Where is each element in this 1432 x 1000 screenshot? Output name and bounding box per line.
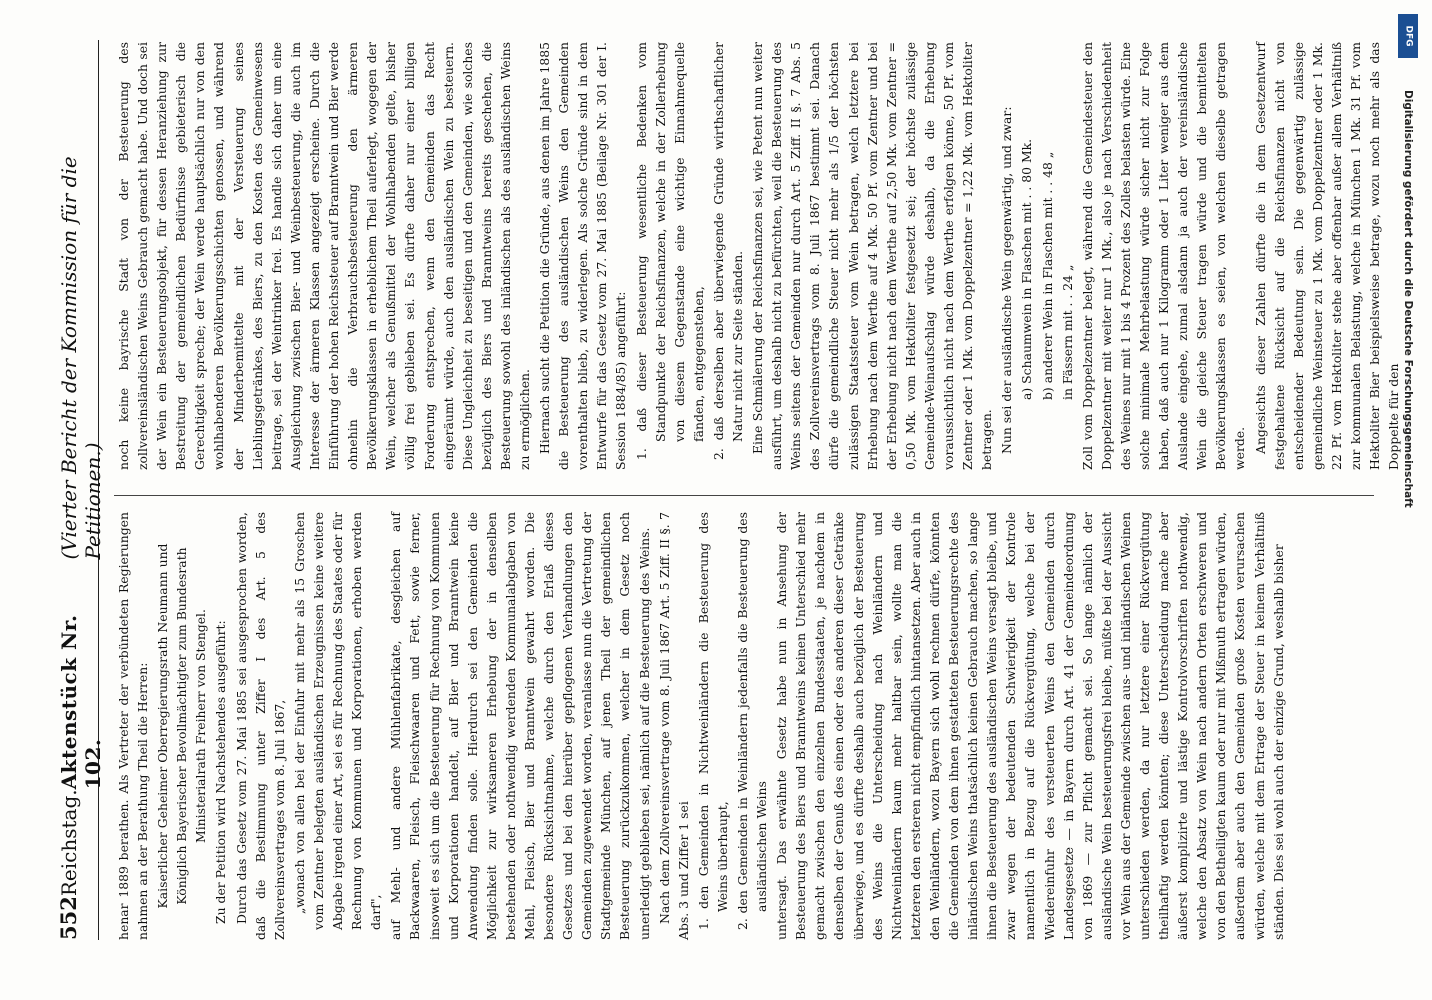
paragraph: Kaiserlicher Geheimer Oberregierungsrath Neumann und Königlich Bayerischer Bevollmächtigter zum Bundesrath Ministerialrath Freiherr von Stengel. (155, 543, 209, 909)
column-divider (114, 495, 1374, 496)
header-left: Reichstag. (57, 789, 81, 897)
page-header (56, 40, 105, 940)
paragraph: Hiernach sucht die Petition die Gründe, aus denen im Jahre 1885 die Besteuerung des ausländischen Weins den Gemeinden vorenthalten blieb, zu widerlegen. Als solche Gründe sind in dem Entwurfe für das Gesetz vom 27. Mai 1885 (Beilage Nr. 301 der I. Session 1884/85) angeführt: (537, 42, 629, 470)
tariff-row: b) anderer Wein in Flaschen mit . . 48 „ (1039, 151, 1055, 400)
header-title: Aktenstück Nr. 102. (57, 614, 105, 790)
document-page (16, 0, 1416, 1000)
list-item: 1. den Gemeinden in Nichtweinländern die Besteuerung des Weins überhaupt, (695, 512, 730, 930)
dfg-logo-text: DFG (1403, 25, 1414, 47)
quoted-paragraph: „wonach von allen bei der Einfuhr mit mehr als 15 Groschen vom Zentner belegten ausländischen Erzeugnissen keine weitere Abgabe irgend einer Art, sei es für Rechnung des Staates oder für Rechnung von Kommunen und Korporationen, erhoben werden darf", (291, 512, 384, 930)
tariff-row: in Fässern mit . . 24 „ (1059, 264, 1075, 400)
tariff-row: a) Schaumwein in Flaschen mit . . 80 Mk. (1019, 138, 1035, 400)
paragraph: Nach dem Zollvereinsvertrage vom 8. Juli 1867 Art. 5 Ziff. II §. 7 Abs. 3 und Ziffer 1 sei (656, 512, 691, 940)
paragraph: Eine Schmälerung der Reichsfinanzen sei, wie Petent nun weiter ausführt, um deshalb nicht zu befürchten, weil die Besteuerung des Weins seitens der Gemeinden nur durch Art. 5 Ziff. II §. 7 Abs. 5 des Zollvereinsvertrags vom 8. Juli 1867 bestimmt sei. Danach dürfe die gemeindliche Steuer nicht mehr als 1/5 der höchsten zulässigen Staatssteuer vom Wein betragen, welch letztere bei Erhebung nach dem Werthe auf 4 Mk. 50 Pf. vom Zentner und bei der Erhebung nicht nach dem Werthe auf 2,50 Mk. vom Zentner = 0,50 Mk. vom Hektoliter festgesetzt sei; der höchste zulässige Gemeinde-Weinaufschlag würde deshalb, da die Erhebung voraussichtlich nicht nach dem Werthe erfolgen könne, 50 Pf. vom Zentner oder 1 Mk. vom Doppelzentner = 1,22 Mk. vom Hektoliter betragen. (750, 42, 995, 470)
page-number: 552 (56, 896, 81, 940)
digitization-note-text: Digitalisierung gefördert durch die Deutsche Forschungsgemeinschaft (1402, 90, 1414, 508)
list-item: 2. daß derselben aber überwiegende Gründe wirthschaftlicher Natur nicht zur Seite ständen. (710, 42, 745, 460)
paragraph: Zu der Petition wird Nachstehendes ausgeführt: (213, 620, 229, 924)
dfg-logo (1398, 14, 1418, 58)
paragraph: untersagt. Das erwähnte Gesetz habe nun in Ansehung der Besteuerung des Biers und Branntweins keinen Unterschied mehr gemacht zwischen den einzelnen Bundesstaaten, je nachdem in denselben der Genuß des einen oder des anderen dieser Getränke überwiege, und es dürfte deshalb auch bezüglich der Besteuerung des Weins die Unterscheidung nach Weinländern und Nichtweinländern kaum mehr haltbar sein, wollte man die letzteren den ersteren nicht empfindlich hintansetzen. Aber auch in den Weinländern, wozu Bayern sich wohl rechnen dürfe, könnten die Gemeinden von dem ihnen gestatteten Besteuerungsrechte des inländischen Weins thatsächlich keinen Gebrauch machen, so lange ihnen die Besteuerung des ausländischen Weins versagt bleibe, und zwar wegen der bedeutenden Schwierigkeit der Kontrole namentlich in Bezug auf die Rückvergütung, welche bei der Wiedereinfuhr des versteuerten Weins den Gemeinden durch Landesgesetze — in Bayern durch Art. 41 der Gemeindeordnung von 1869 — zur Pflicht gemacht sei. So lange nämlich der ausländische Wein besteuerungsfrei bleibe, müßte bei der Aussicht vor Wein aus der Gemeinde zwischen aus- und inländischen Weinen unterschieden werden, da nur letztere einer Rückvergütung theilhaftig werden könnten; diese Unterscheidung mache aber äußerst komplizirte und lästige Kontrolvorschriften nothwendig, welche den Absatz von Wein nach andern Orten erschweren und von den Betheiligten kaum oder nur mit Mißmuth ertragen würden, außerdem aber auch den Gemeinden große Kosten verursachen würden, welche mit dem Ertrage der Steuer in keinem Verhältniß ständen. Dies sei wohl auch der einzige Grund, weshalb bisher (774, 512, 1286, 940)
paragraph: Angesichts dieser Zahlen dürfte die in dem Gesetzentwurf festgehaltene Rücksicht auf die Reichsfinanzen nicht von entscheidender Bedeutung sein. Die gegenwärtig zulässige gemeindliche Weinsteuer zu 1 Mk. vom Doppelzentner oder 1 Mk. 22 Pf. vom Hektoliter stehe aber offenbar außer allem Verhältniß zur kommunalen Belastung, welche in München 1 Mk. 31 Pf. vom Hektoliter Bier beispielsweise betrage, wozu noch mehr als das Doppelte für den (1252, 42, 1402, 470)
paragraph: Nun sei der ausländische Wein gegenwärtig, und zwar: (999, 106, 1015, 454)
paragraph: auf Mehl- und andere Mühlenfabrikate, desgleichen auf Backwaaren, Fleisch, Fleischwaaren und Fett, sowie ferner, insoweit es sich um die Besteuerung für Rechnung von Kommunen und Korporationen handelt, auf Bier und Branntwein keine Anwendung finden solle. Hierdurch sei den Gemeinden die Möglichkeit zur wirksameren Erhebung der in denselben bestehenden oder nothwendig werdenden Kommunalabgaben von Mehl, Fleisch, Bier und Branntwein gewahrt worden. Die besondere Rücksichtnahme, welche durch den Erlaß dieses Gesetzes und bei den hierüber gepflogenen Verhandlungen den Gemeinden zugewendet worden, veranlasse nun die Vertretung der Stadtgemeinde München, auf jenen Theil der gemeindlichen Besteuerung zurückzukommen, welcher in dem Gesetz noch unerledigt geblieben sei, nämlich auf die Besteuerung des Weins. (388, 512, 652, 940)
paragraph: henar 1889 berathen. Als Vertreter der verbündeten Regierungen nahmen an der Berathung Theil die Herren: (116, 512, 151, 940)
list-item: 1. daß dieser Besteuerung wesentliche Bedenken vom Standpunkte der Reichsfinanzen, welche in der Zollerhebung von diesem Gegenstande eine wichtige Einnahmequelle fänden, entgegenstehen, (633, 42, 706, 460)
left-column (114, 512, 1384, 940)
header-subtitle: (Vierter Bericht der Kommission für die Petitionen.) (57, 156, 105, 560)
digitization-note (1400, 90, 1418, 990)
right-column (114, 42, 1402, 470)
paragraph: Durch das Gesetz vom 27. Mai 1885 sei ausgesprochen worden, daß die Bestimmung unter Ziffer I des Art. 5 des Zollvereinsvertrages vom 8. Juli 1867, (233, 512, 287, 940)
paragraph: Zoll vom Doppelzentner belegt, während die Gemeindesteuer den Doppelzentner mit weiter nur 1 Mk., also je nach Verschiedenheit des Weines nur mit 1 bis 4 Prozent des Zolles belasten würde. Eine solche minimale Mehrbelastung würde sicher nicht zur Folge haben, daß auch nur 1 Kilogramm oder 1 Liter weniger aus dem Auslande eingehe, zumal alsdann ja auch der vereinsländische Wein die gleiche Steuer tragen würde und die bemittelten Bevölkerungsklassen es seien, von welchen dieselbe getragen werde. (1079, 42, 1248, 470)
list-item: 2. den Gemeinden in Weinländern jedenfalls die Besteuerung des ausländischen Weins (735, 512, 770, 930)
paragraph: noch keine bayrische Stadt von der Besteuerung des zollvereinsländischen Weins Gebrauch gemacht habe. Und doch sei der Wein ein Besteuerungsobjekt, für dessen Heranziehung zur Bestreitung der gemeindlichen Bedürfnisse gebieterisch die Gerechtigkeit spreche; der Wein werde hauptsächlich nur von den wohlhabenderen Bevölkerungsschichten genossen, und während der Minderbemittelte mit der Versteuerung seines Lieblingsgetränkes, des Biers, zu den Kosten des Gemeinwesens beitrage, sei der Weintrinker frei. Es handle sich daher um eine Ausgleichung zwischen Bier- und Weinbesteuerung, die auch im Interesse der ärmeren Klassen angezeigt erscheine. Durch die Einführung der hohen Reichssteuer auf Branntwein und Bier werde ohnehin die Verbrauchsbesteuerung den ärmeren Bevölkerungsklassen in erheblichem Theil auferlegt, wogegen der Wein, welcher als Genußmittel der Wohlhabenden gelte, bisher völlig frei geblieben sei. Es dürfte daher nur einer billigen Forderung entsprechen, wenn den Gemeinden das Recht eingeräumt würde, auch den ausländischen Wein zu besteuern. Diese Ungleichheit zu beseitigen und den Gemeinden, wie solches bezüglich des Biers und Branntweins bereits geschehen, die Besteuerung sowohl des inländischen als des ausländischen Weins zu ermöglichen. (116, 42, 532, 470)
